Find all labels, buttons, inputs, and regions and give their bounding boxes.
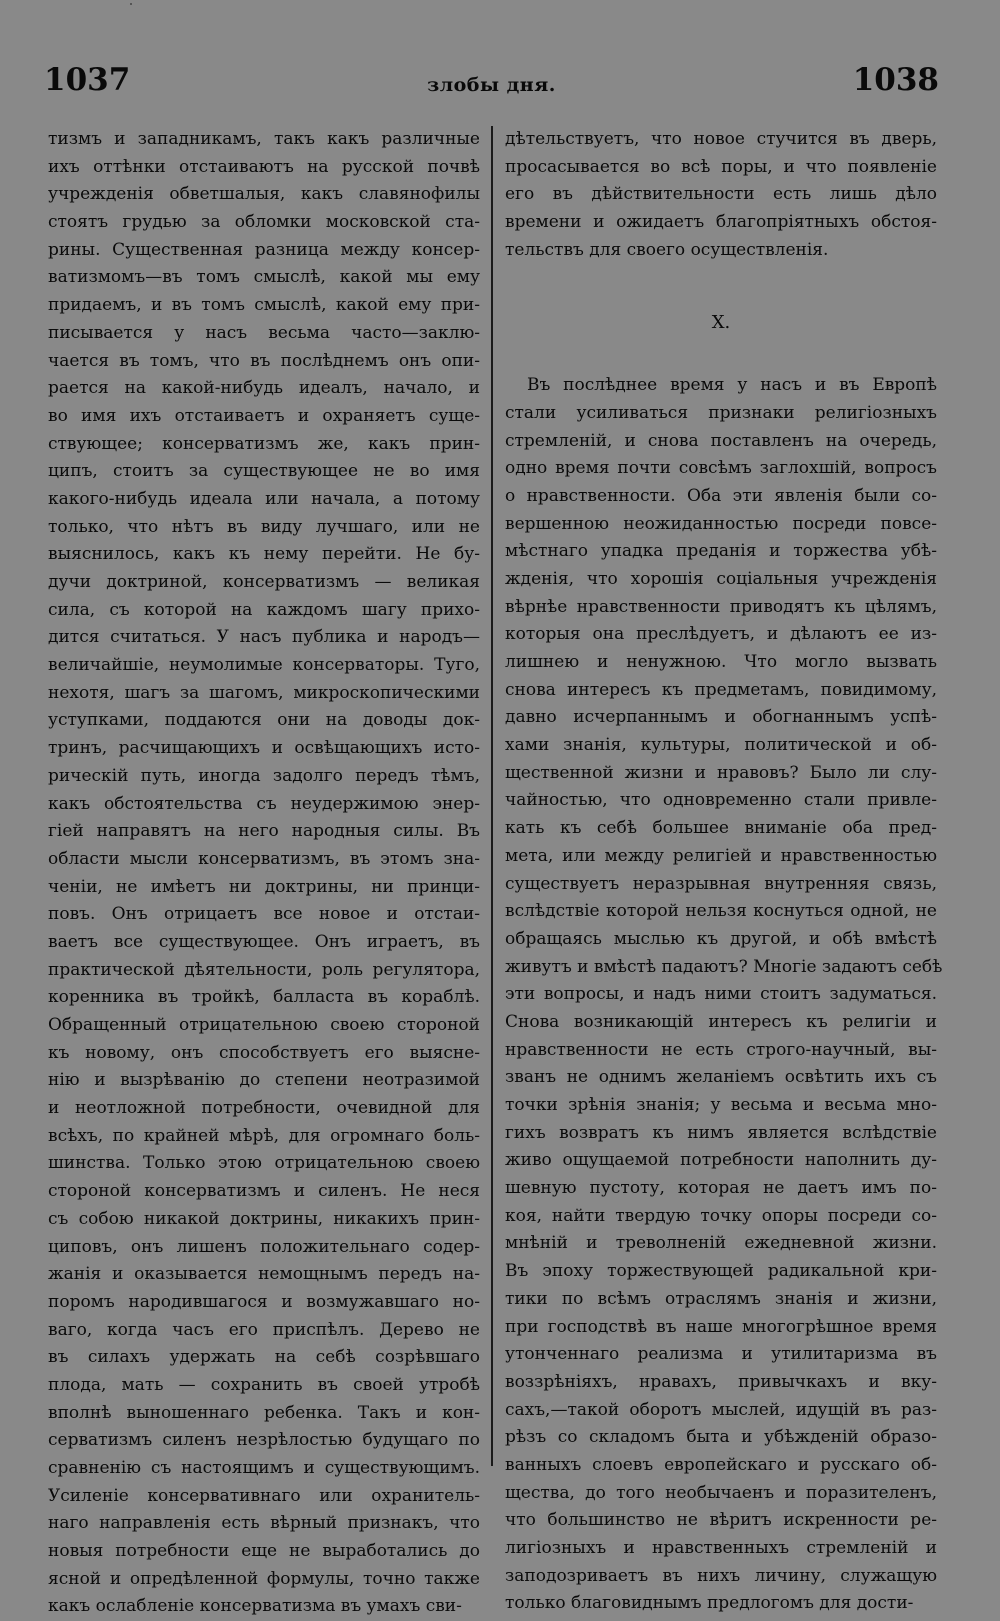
- text-line: дится считаться. У насъ публика и народъ—: [48, 627, 480, 648]
- text-line: съ собою никакой доктрины, никакихъ прин-: [48, 1208, 480, 1229]
- text-line: всѣхъ, по крайней мѣрѣ, для огромнаго боль-: [48, 1125, 480, 1146]
- text-line: практической дѣятельности, роль регулятора,: [48, 959, 480, 980]
- text-line: воззрѣніяхъ, нравахъ, привычкахъ и вку-: [505, 1371, 937, 1392]
- text-line: какъ ослабленіе консерватизма въ умахъ сви-: [48, 1596, 462, 1617]
- text-line: учрежденія обветшалыя, какъ славянофилы: [48, 184, 480, 205]
- text-line: мѣстнаго упадка преданія и торжества убѣ-: [505, 541, 937, 562]
- text-line: какого-нибудь идеала или начала, а потому: [48, 488, 480, 509]
- text-line: званъ не однимъ желаніемъ освѣтить ихъ съ: [505, 1067, 937, 1088]
- text-line: области мысли консерватизмъ, въ этомъ зна-: [48, 848, 480, 869]
- text-line: придаемъ, и въ томъ смыслѣ, какой ему при-: [48, 295, 480, 316]
- text-line: стали усиливаться признаки религіозныхъ: [505, 402, 937, 423]
- text-line: кать къ себѣ большее вниманіе оба пред-: [505, 818, 937, 839]
- text-line: новыя потребности еще не выработались до: [48, 1541, 480, 1562]
- column-divider: [491, 126, 493, 1466]
- text-line: вѣрнѣе нравственности приводятъ къ цѣлямъ,: [505, 596, 937, 617]
- text-line: нехотя, шагъ за шагомъ, микроскопическими: [48, 682, 480, 703]
- text-line: коренника въ тройкѣ, балласта въ кораблѣ.: [48, 987, 480, 1008]
- text-line: ваго, когда часъ его приспѣлъ. Дерево не: [48, 1319, 480, 1340]
- text-line: ихъ оттѣнки отстаиваютъ на русской почвѣ: [48, 156, 480, 177]
- scan-speck: [130, 3, 132, 5]
- text-line: нравственности не есть строго-научный, вы-: [505, 1039, 937, 1060]
- text-line: наго направленія есть вѣрный признакъ, что: [48, 1513, 480, 1534]
- text-line: плода, мать — сохранить въ своей утробѣ: [48, 1374, 480, 1395]
- text-line: его въ дѣйствительности есть лишь дѣло: [505, 184, 937, 205]
- text-line: только благовиднымъ предлогомъ для дости-: [505, 1593, 914, 1614]
- text-line: ципъ, стоитъ за существующее не во имя: [48, 461, 480, 482]
- text-line: сравненію съ настоящимъ и существующимъ.: [48, 1458, 480, 1478]
- text-line: стоятъ грудью за обломки московской ста-: [48, 212, 480, 233]
- text-line: гіей направятъ на него народныя силы. Въ: [48, 821, 480, 842]
- text-line: Въ послѣднее время у насъ и въ Европѣ: [527, 375, 937, 396]
- text-line: Обращенный отрицательною своею стороной: [48, 1015, 480, 1035]
- text-line: тики по всѣмъ отраслямъ знанія и жизни,: [505, 1288, 937, 1309]
- text-line: гихъ возвратъ къ нимъ является вслѣдствіе: [505, 1122, 937, 1143]
- text-line: только, что нѣтъ въ виду лучшаго, или не: [48, 516, 480, 537]
- text-line: существуетъ неразрывная внутренняя связь,: [505, 873, 937, 894]
- text-line: мнѣній и треволненій ежедневной жизни.: [505, 1233, 937, 1254]
- text-line: рины. Существенная разница между консер-: [48, 239, 480, 260]
- text-line: лигіозныхъ и нравственныхъ стремленій и: [505, 1538, 937, 1558]
- text-line: Въ эпоху торжествующей радикальной кри-: [505, 1261, 937, 1282]
- text-line: ватизмомъ—въ томъ смыслѣ, какой мы ему: [48, 267, 480, 288]
- text-line: величайшіе, неумолимые консерваторы. Туго,: [48, 655, 480, 676]
- text-line: ванныхъ слоевъ европейскаго и русскаго об-: [505, 1454, 937, 1475]
- text-line: Снова возникающій интересъ къ религіи и: [505, 1011, 937, 1032]
- text-line: стремленій, и снова поставленъ на очередь,: [505, 430, 937, 451]
- text-line: и неотложной потребности, очевидной для: [48, 1098, 480, 1119]
- text-line: Усиленіе консервативнаго или охранитель-: [48, 1485, 480, 1506]
- text-line: выяснилось, какъ къ нему перейти. Не бу-: [48, 544, 480, 565]
- text-line: живо ощущаемой потребности наполнить ду-: [505, 1150, 937, 1171]
- text-line: щественной жизни и нравовъ? Было ли слу-: [505, 762, 937, 783]
- text-line: къ новому, онъ способствуетъ его выясне-: [48, 1042, 480, 1063]
- text-line: чается въ томъ, что въ послѣднемъ онъ опи-: [48, 350, 480, 371]
- text-line: тринъ, расчищающихъ и освѣщающихъ исто-: [48, 738, 480, 759]
- text-line: рѣзъ со складомъ быта и убѣжденій образо-: [505, 1427, 937, 1448]
- text-line: щества, до того необычаенъ и поразителенъ,: [505, 1482, 937, 1503]
- text-line: повъ. Онъ отрицаетъ все новое и отстаи-: [48, 904, 480, 925]
- text-line: чайностью, что одновременно стали привле-: [505, 790, 937, 811]
- text-line: дѣтельствуетъ, что новое стучится въ дверь,: [505, 129, 937, 149]
- text-line: во имя ихъ отстаиваетъ и охраняетъ суще-: [48, 405, 480, 426]
- text-line: одно время почти совсѣмъ заглохшій, вопросъ: [505, 458, 937, 479]
- text-line: просасывается во всѣ поры, и что появленіе: [505, 156, 937, 177]
- left-column: [48, 126, 480, 1621]
- text-line: сила, съ которой на каждомъ шагу прихо-: [48, 599, 480, 620]
- text-line: дучи доктриной, консерватизмъ — великая: [48, 572, 480, 592]
- text-line: заподозриваетъ въ нихъ личину, служащую: [505, 1565, 937, 1586]
- right-column-paragraph-1: [505, 126, 937, 264]
- running-title: злобы дня.: [427, 74, 556, 96]
- text-line: уступками, поддаются они на доводы док-: [48, 710, 480, 731]
- text-line: обращаясь мыслью къ другой, и обѣ вмѣстѣ: [505, 928, 937, 949]
- text-line: мета, или между религіей и нравственностью: [505, 845, 937, 866]
- text-line: вслѣдствіе которой нельзя коснуться одной, не: [505, 901, 937, 922]
- text-line: которыя она преслѣдуетъ, и дѣлаютъ ее из-: [505, 624, 937, 645]
- text-line: снова интересъ къ предметамъ, повидимому,: [505, 679, 937, 700]
- text-line: времени и ожидаетъ благопріятныхъ обстоя-: [505, 212, 937, 233]
- text-line: шинства. Только этою отрицательною своею: [48, 1153, 480, 1174]
- text-line: ясной и опредѣленной формулы, точно также: [48, 1568, 480, 1589]
- text-line: тизмъ и западникамъ, такъ какъ различные: [48, 129, 480, 149]
- text-line: жденія, что хорошія соціальныя учрежденія: [505, 568, 937, 589]
- text-line: хами знанія, культуры, политической и об-: [505, 735, 937, 756]
- text-line: рическій путь, иногда задолго передъ тѣмъ,: [48, 765, 480, 786]
- text-line: циповъ, онъ лишенъ положительнаго содер-: [48, 1236, 480, 1257]
- text-line: какъ обстоятельства съ неудержимою энер-: [48, 793, 480, 814]
- text-line: ваетъ все существующее. Онъ играетъ, въ: [48, 931, 480, 952]
- text-line: ченіи, не имѣетъ ни доктрины, ни принци-: [48, 876, 480, 897]
- right-column-paragraph-2: [505, 372, 943, 1618]
- text-line: шевную пустоту, которая не даетъ имъ по-: [505, 1178, 937, 1199]
- text-line: ствующее; консерватизмъ же, какъ прин-: [48, 433, 480, 454]
- text-line: коя, найти твердую точку опоры посреди со-: [505, 1205, 937, 1226]
- text-line: рается на какой-нибудь идеалъ, начало, и: [48, 378, 480, 399]
- section-number: X.: [711, 312, 731, 334]
- text-line: при господствѣ въ наше многогрѣшное время: [505, 1316, 937, 1337]
- text-line: давно исчерпаннымъ и обогнаннымъ успѣ-: [505, 707, 937, 728]
- text-line: вполнѣ выношеннаго ребенка. Такъ и кон-: [48, 1402, 480, 1423]
- text-line: серватизмъ силенъ незрѣлостью будущаго по: [48, 1430, 480, 1451]
- text-line: тельствъ для своего осуществленія.: [505, 239, 829, 260]
- right-column: [505, 126, 943, 1618]
- text-line: живутъ и вмѣстѣ падаютъ? Многіе задаютъ себѣ: [505, 956, 943, 977]
- text-line: въ силахъ удержать на себѣ созрѣвшаго: [48, 1347, 480, 1368]
- text-line: эти вопросы, и надъ ними стоитъ задуматься.: [505, 984, 937, 1005]
- text-line: поромъ народившагося и возмужавшаго но-: [48, 1291, 480, 1312]
- text-line: лишнею и ненужною. Что могло вызвать: [505, 652, 937, 672]
- text-line: стороной консерватизмъ и силенъ. Не неся: [48, 1181, 480, 1202]
- text-line: точки зрѣнія знанія; у весьма и весьма мно-: [505, 1095, 937, 1115]
- text-line: о нравственности. Оба эти явленія были со-: [505, 485, 937, 506]
- text-line: сахъ,—такой оборотъ мыслей, идущій въ раз-: [505, 1399, 937, 1420]
- page-number-left: 1037: [44, 62, 131, 98]
- text-line: что большинство не вѣритъ искренности ре-: [505, 1510, 937, 1531]
- text-line: вершенною неожиданностью посреди повсе-: [505, 513, 937, 534]
- text-line: утонченнаго реализма и утилитаризма въ: [505, 1344, 937, 1365]
- page-number-right: 1038: [852, 62, 939, 98]
- text-line: жанія и оказывается немощнымъ передъ на-: [48, 1264, 480, 1285]
- text-line: нію и вызрѣванію до степени неотразимой: [48, 1070, 480, 1091]
- text-line: писывается у насъ весьма часто—заклю-: [48, 322, 480, 343]
- page-header: [44, 62, 939, 104]
